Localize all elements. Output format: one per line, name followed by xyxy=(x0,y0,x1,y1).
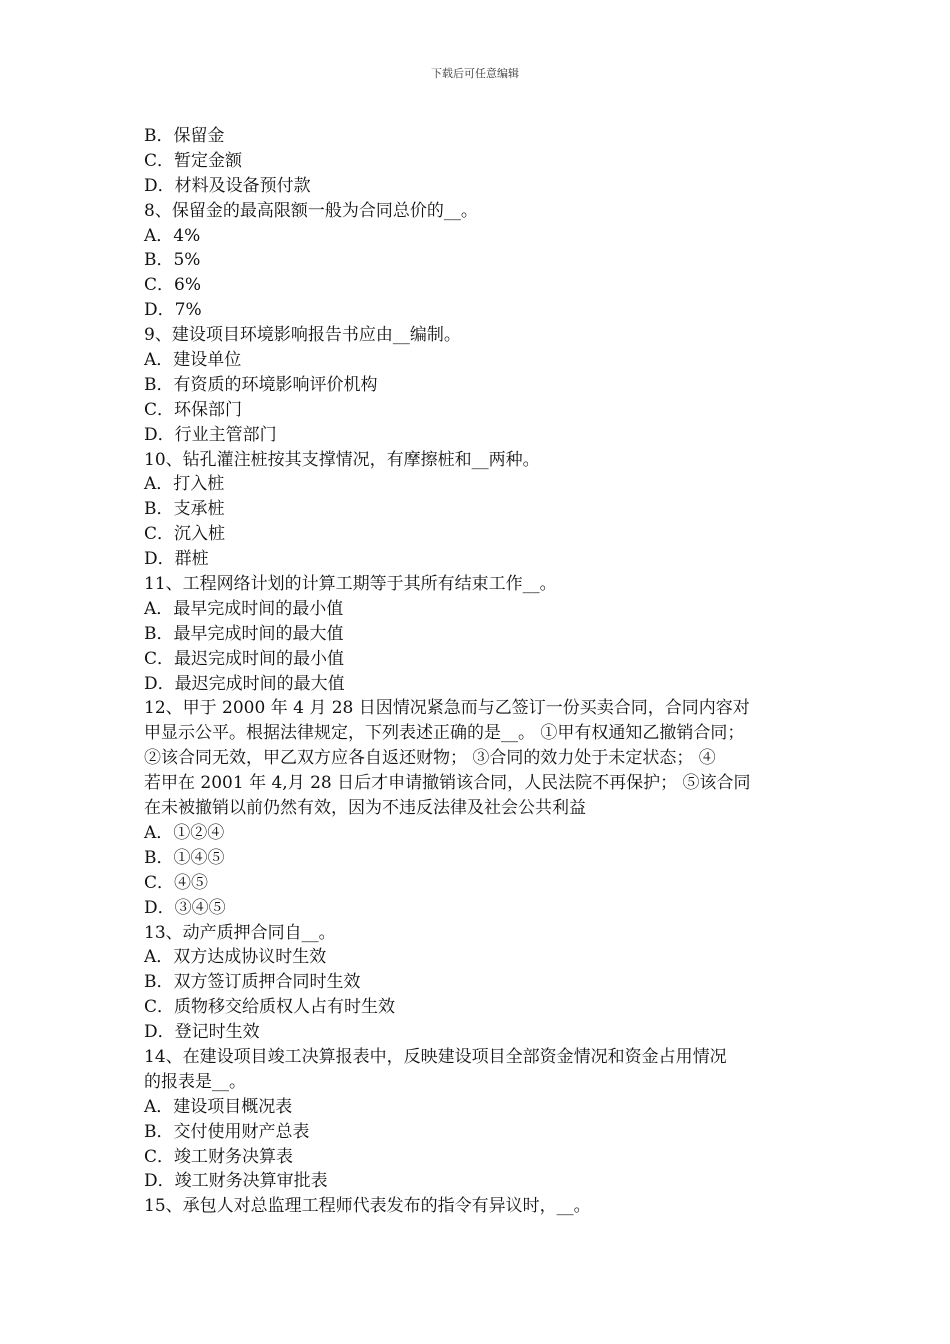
option-d-q13: D．登记时生效 xyxy=(144,1022,260,1043)
option-d-q7: D．材料及设备预付款 xyxy=(144,175,311,196)
question-14-line-2: 的报表是__。 xyxy=(144,1071,246,1092)
option-d-q9: D．行业主管部门 xyxy=(144,424,277,445)
option-c-q8: C．6% xyxy=(144,275,201,296)
question-12-line-4: 若甲在 2001 年 4,月 28 日后才申请撤销该合同，人民法院不再保护； ⑤该合同 xyxy=(144,773,751,794)
document-body xyxy=(144,124,816,1219)
question-15: 15、承包人对总监理工程师代表发布的指令有异议时，__。 xyxy=(144,1196,591,1217)
option-b-q11: B．最早完成时间的最大值 xyxy=(144,623,344,644)
option-a-q13: A．双方达成协议时生效 xyxy=(144,947,327,968)
option-c-q12: C．④⑤ xyxy=(144,872,209,893)
option-b-q7: B．保留金 xyxy=(144,126,225,146)
option-a-q9: A．建设单位 xyxy=(144,350,242,371)
option-b-q10: B．支承桩 xyxy=(144,499,225,520)
question-11: 11、工程网络计划的计算工期等于其所有结束工作__。 xyxy=(144,574,557,595)
option-d-q10: D．群桩 xyxy=(144,549,209,570)
option-a-q12: A．①②④ xyxy=(144,822,225,843)
option-b-q12: B．①④⑤ xyxy=(144,847,225,868)
option-b-q9: B．有资质的环境影响评价机构 xyxy=(144,374,378,395)
option-b-q13: B．双方签订质押合同时生效 xyxy=(144,972,361,993)
option-c-q9: C．环保部门 xyxy=(144,399,243,420)
option-a-q10: A．打入桩 xyxy=(144,474,225,495)
question-10: 10、钻孔灌注桩按其支撑情况，有摩擦桩和__两种。 xyxy=(144,449,540,470)
question-14-line-1: 14、在建设项目竣工决算报表中，反映建设项目全部资金情况和资金占用情况 xyxy=(144,1046,727,1067)
option-d-q14: D．竣工财务决算审批表 xyxy=(144,1171,328,1192)
option-c-q14: C．竣工财务决算表 xyxy=(144,1146,294,1167)
option-c-q7: C．暂定金额 xyxy=(144,150,243,171)
option-d-q8: D．7% xyxy=(144,300,202,321)
question-12-line-3: ②该合同无效，甲乙双方应各自返还财物； ③合同的效力处于未定状态； ④ xyxy=(144,748,716,769)
option-a-q11: A．最早完成时间的最小值 xyxy=(144,598,344,619)
question-8: 8、保留金的最高限额一般为合同总价的__。 xyxy=(144,200,478,221)
option-d-q11: D．最迟完成时间的最大值 xyxy=(144,673,345,694)
option-c-q10: C．沉入桩 xyxy=(144,524,226,545)
option-a-q8: A．4% xyxy=(144,225,201,246)
question-9: 9、建设项目环境影响报告书应由__编制。 xyxy=(144,325,461,346)
option-c-q13: C．质物移交给质权人占有时生效 xyxy=(144,997,396,1018)
option-b-q14: B．交付使用财产总表 xyxy=(144,1121,310,1142)
option-a-q14: A．建设项目概况表 xyxy=(144,1096,293,1117)
option-b-q8: B．5% xyxy=(144,250,201,271)
question-13: 13、动产质押合同自__。 xyxy=(144,922,336,943)
question-12-line-2: 甲显示公平。根据法律规定，下列表述正确的是__。 ①甲有权通知乙撤销合同； xyxy=(144,723,745,744)
question-12-line-5: 在未被撤销以前仍然有效，因为不违反法律及社会公共利益 xyxy=(144,798,586,819)
page-header: 下载后可任意编辑 xyxy=(431,67,519,80)
option-c-q11: C．最迟完成时间的最小值 xyxy=(144,648,345,669)
question-12-line-1: 12、甲于 2000 年 4 月 28 日因情况紧急而与乙签订一份买卖合同，合同内容对 xyxy=(144,698,750,719)
option-d-q12: D．③④⑤ xyxy=(144,897,226,918)
